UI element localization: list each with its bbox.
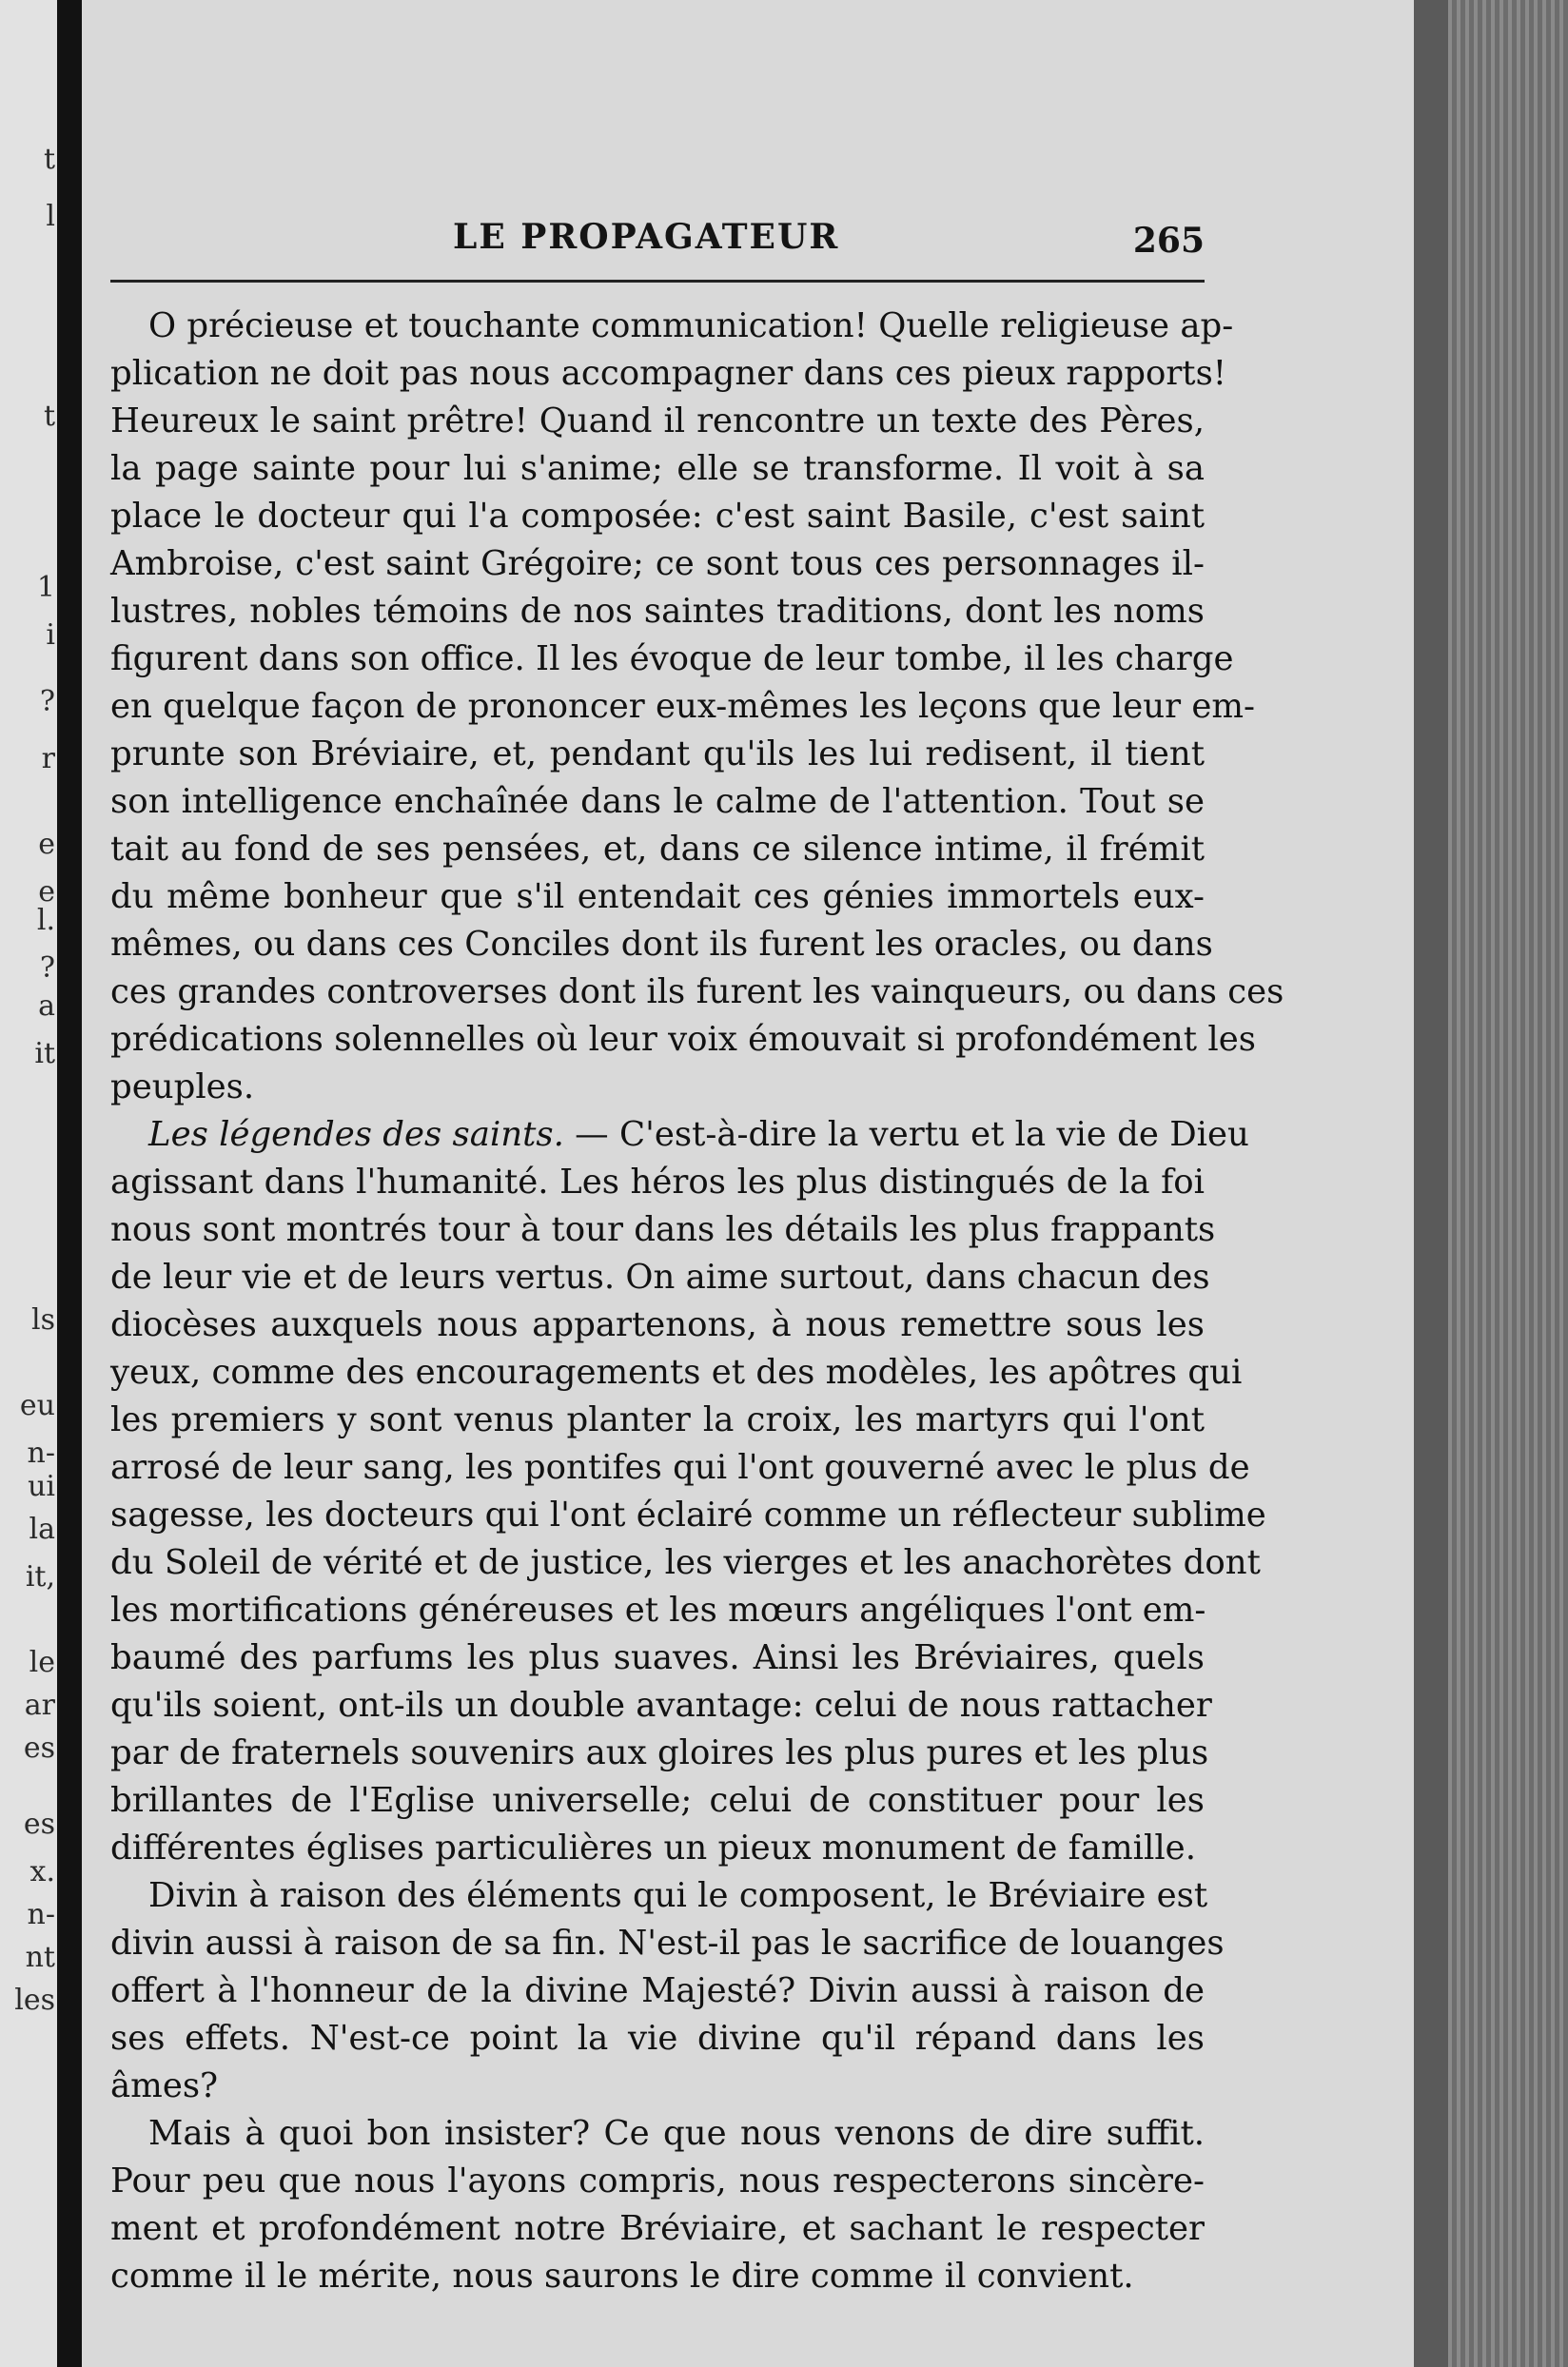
text-line: âmes? <box>110 2066 219 2105</box>
text-line: du Soleil de vérité et de justice, les vierges et les anachorètes dont <box>110 1543 1261 1582</box>
text-line: Mais à quoi bon insister? Ce que nous venons de dire suffit. <box>148 2114 1205 2153</box>
text-line: arrosé de leur sang, les pontifes qui l'ont gouverné avec le plus de <box>110 1448 1250 1487</box>
text-line: du même bonheur que s'il entendait ces génies immortels eux- <box>110 877 1205 916</box>
margin-fragment: les <box>14 1984 55 2017</box>
text-line: Pour peu que nous l'ayons compris, nous respecterons sincère- <box>110 2162 1205 2201</box>
margin-fragment: e <box>38 828 55 861</box>
text-line: comme il le mérite, nous saurons le dire comme il convient. <box>110 2257 1134 2296</box>
margin-fragment: it <box>34 1037 55 1070</box>
text-line: qu'ils soient, ont-ils un double avantage: celui de nous rattacher <box>110 1686 1212 1725</box>
text-line: ses effets. N'est-ce point la vie divine qu'il répand dans les <box>110 2019 1205 2058</box>
text-line: offert à l'honneur de la divine Majesté? Divin aussi à raison de <box>110 1971 1205 2010</box>
text-line: tait au fond de ses pensées, et, dans ce silence intime, il frémit <box>110 830 1205 869</box>
text-line: Ambroise, c'est saint Grégoire; ce sont tous ces personnages il- <box>110 544 1205 583</box>
margin-fragment: n- <box>27 1437 55 1470</box>
text-run: — C'est-à-dire la vertu et la vie de Dieu <box>563 1115 1249 1154</box>
text-line: prunte son Bréviaire, et, pendant qu'ils les lui redisent, il tient <box>110 734 1205 773</box>
text-line: yeux, comme des encouragements et des modèles, les apôtres qui <box>110 1353 1243 1392</box>
page-number: 265 <box>1132 221 1205 261</box>
paragraph-3 <box>110 1872 1225 2110</box>
margin-fragment: eu <box>19 1389 55 1422</box>
margin-fragment: ls <box>31 1303 55 1337</box>
header-rule <box>110 280 1205 283</box>
body-text <box>110 303 1284 2300</box>
margin-fragment: x. <box>29 1855 55 1888</box>
text-line: différentes églises particulières un pieux monument de famille. <box>110 1829 1196 1868</box>
text-line: O précieuse et touchante communication! Quelle religieuse ap- <box>148 306 1234 345</box>
margin-fragment: r <box>41 742 55 775</box>
margin-fragment: n- <box>27 1898 55 1931</box>
margin-fragment: e <box>38 875 55 909</box>
margin-fragment: ui <box>28 1470 55 1503</box>
text-line: peuples. <box>110 1067 255 1106</box>
text-line: nous sont montrés tour à tour dans les détails les plus frappants <box>110 1210 1216 1249</box>
margin-fragment: ? <box>39 685 55 718</box>
text-line: son intelligence enchaînée dans le calme de l'attention. Tout se <box>110 782 1205 821</box>
margin-fragment: nt <box>25 1941 55 1974</box>
paragraph-4 <box>110 2110 1205 2300</box>
text-line: sagesse, les docteurs qui l'ont éclairé comme un réflecteur sublime <box>110 1496 1266 1535</box>
paragraph-1 <box>110 303 1284 1111</box>
section-lead-italic: Les légendes des saints. <box>148 1115 564 1154</box>
margin-fragment: 1 <box>36 571 55 604</box>
text-line: brillantes de l'Eglise universelle; celui de constituer pour les <box>110 1781 1205 1820</box>
margin-fragment: le <box>29 1646 55 1679</box>
facing-page-edge <box>0 0 57 2367</box>
text-line: par de fraternels souvenirs aux gloires les plus pures et les plus <box>110 1733 1209 1772</box>
text-line: ces grandes controverses dont ils furent les vainqueurs, ou dans ces <box>110 972 1284 1011</box>
text-line: place le docteur qui l'a composée: c'est saint Basile, c'est saint <box>110 497 1205 536</box>
margin-fragment: es <box>23 1808 55 1841</box>
margin-fragment: l <box>46 200 55 233</box>
text-line: les premiers y sont venus planter la croix, les martyrs qui l'ont <box>110 1400 1205 1439</box>
text-line: mêmes, ou dans ces Conciles dont ils furent les oracles, ou dans <box>110 925 1213 964</box>
margin-fragment: t <box>43 400 55 433</box>
margin-fragment: i <box>46 618 55 652</box>
margin-fragment: t <box>43 143 55 176</box>
text-line: agissant dans l'humanité. Les héros les plus distingués de la foi <box>110 1163 1205 1202</box>
text-line <box>110 1111 1249 1159</box>
margin-fragment: l. <box>36 904 55 937</box>
text-line: lustres, nobles témoins de nos saintes traditions, dont les noms <box>110 592 1205 631</box>
text-line: les mortifications généreuses et les mœurs angéliques l'ont em- <box>110 1591 1206 1630</box>
text-line: plication ne doit pas nous accompagner dans ces pieux rapports! <box>110 354 1227 393</box>
page-header <box>110 217 1205 274</box>
text-line: figurent dans son office. Il les évoque de leur tombe, il les charge <box>110 639 1234 678</box>
page-edge-shadow <box>1414 0 1448 2367</box>
text-line: divin aussi à raison de sa fin. N'est-il pas le sacrifice de louanges <box>110 1924 1225 1963</box>
text-line: prédications solennelles où leur voix émouvait si profondément les <box>110 1020 1256 1059</box>
margin-fragment: la <box>29 1513 55 1546</box>
text-line: la page sainte pour lui s'anime; elle se transforme. Il voit à sa <box>110 449 1205 488</box>
text-line: Heureux le saint prêtre! Quand il rencontre un texte des Pères, <box>110 401 1205 440</box>
text-line: Divin à raison des éléments qui le composent, le Bréviaire est <box>148 1876 1208 1915</box>
margin-fragment: a <box>38 989 55 1023</box>
text-line: diocèses auxquels nous appartenons, à nous remettre sous les <box>110 1305 1205 1344</box>
text-line: en quelque façon de prononcer eux-mêmes les leçons que leur em- <box>110 687 1256 726</box>
running-title: LE PROPAGATEUR <box>453 217 840 257</box>
text-line: baumé des parfums les plus suaves. Ainsi les Bréviaires, quels <box>110 1638 1205 1677</box>
margin-fragment: es <box>23 1731 55 1765</box>
paragraph-2 <box>110 1111 1266 1872</box>
margin-fragment: ar <box>24 1689 55 1722</box>
margin-fragment: ? <box>39 951 55 985</box>
margin-fragment: it, <box>25 1560 55 1594</box>
text-line: de leur vie et de leurs vertus. On aime surtout, dans chacun des <box>110 1258 1210 1297</box>
book-spine <box>57 0 82 2367</box>
text-line: ment et profondément notre Bréviaire, et sachant le respecter <box>110 2209 1205 2248</box>
